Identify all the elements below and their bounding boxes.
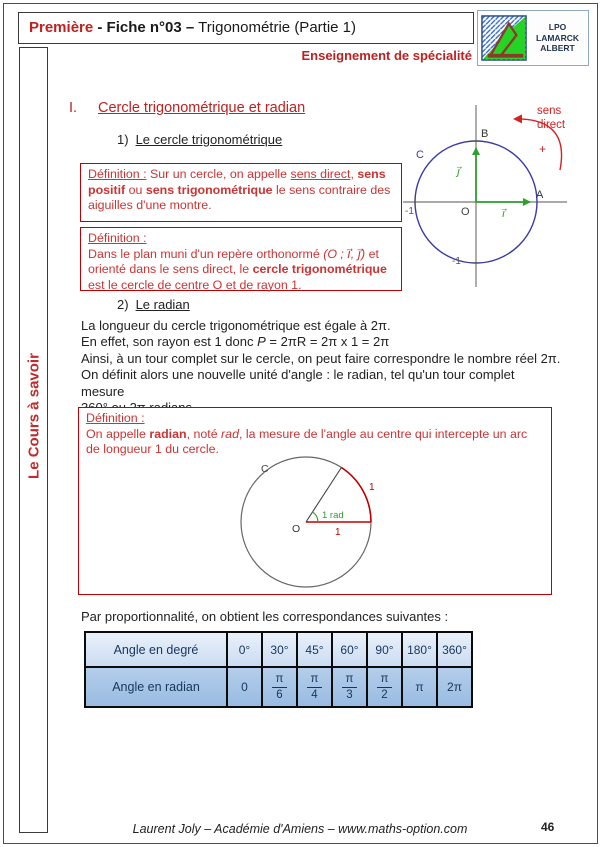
degree-cell: 180°: [402, 632, 437, 667]
angle-arc: [313, 512, 319, 522]
radian-circle-diagram: [231, 452, 389, 598]
degree-radian-table: [84, 631, 473, 708]
label-C: C: [416, 149, 424, 161]
radian-cell: π: [402, 667, 437, 707]
radian-cell: $\frac{\pi}{6}$: [262, 667, 297, 707]
table-caption: Par proportionnalité, on obtient les correspondances suivantes :: [81, 609, 449, 624]
school-logo-icon: [481, 15, 527, 61]
definition-3-label: Définition :: [86, 411, 145, 425]
radian-paragraph: [81, 318, 561, 416]
trig-circle-diagram: [395, 92, 600, 290]
label-1-rad: 1 rad: [322, 510, 344, 521]
subheading-1: [117, 132, 282, 147]
degree-cell: 360°: [437, 632, 472, 667]
definition-box-sens-direct: [80, 163, 402, 222]
header-level: Première: [29, 19, 94, 36]
degree-cell: 30°: [262, 632, 297, 667]
radian-cell: $\frac{\pi}{4}$: [297, 667, 332, 707]
para-line-2: En effet, son rayon est 1 donc P = 2πR = 2π x 1 = 2π: [81, 334, 390, 350]
header-title-box: [18, 12, 474, 44]
section-heading: [69, 100, 305, 116]
sidebar-course-box: [19, 47, 48, 833]
subheading-2: [117, 297, 190, 312]
label-radius-1: 1: [335, 527, 341, 538]
radian-cell: $\frac{\pi}{3}$: [332, 667, 367, 707]
section-title: Cercle trigonométrique et radian: [98, 100, 306, 116]
label-arc-1: 1: [369, 482, 375, 493]
subheading-1-number: 1): [117, 132, 129, 147]
radian-cell: 2π: [437, 667, 472, 707]
subheading-2-title: Le radian: [135, 297, 190, 312]
label-B: B: [481, 128, 489, 140]
label-plus: +: [539, 142, 547, 156]
label-minus1-left: -1: [405, 206, 414, 217]
para-line-4: On définit alors une nouvelle unité d'angle : le radian, tel qu'un tour complet mesure: [81, 367, 515, 399]
arc-length-1: [341, 468, 371, 523]
label-A: A: [536, 189, 544, 201]
radian-row-label: Angle en radian: [85, 667, 227, 707]
subheading-1-title: Le cercle trigonométrique: [135, 132, 283, 147]
label-O: O: [292, 523, 301, 535]
label-vector-j: j⃗: [457, 166, 461, 178]
degree-cell: 0°: [227, 632, 262, 667]
header-subject: Trigonométrie (Partie 1): [198, 19, 357, 36]
para-line-1: La longueur du cercle trigonométrique est égale à 2π.: [81, 318, 391, 333]
definition-2-text: Dans le plan muni d'un repère orthonormé (O ; i⃗, j⃗) et orienté dans le sens direct, le cercle trigonométrique est le cercle de centre O et de rayon 1.: [88, 246, 387, 292]
radian-row: [85, 667, 472, 707]
footer-credit: Laurent Joly – Académie d'Amiens – www.maths-option.com: [132, 822, 468, 836]
school-logo-line2: ALBERT: [540, 43, 575, 54]
degree-cell: 60°: [332, 632, 367, 667]
radian-cell: $\frac{\pi}{2}$: [367, 667, 402, 707]
definition-box-cercle-trigonometrique: [80, 227, 402, 291]
definition-3-text: On appelle radian, noté rad, la mesure de l'angle au centre qui intercepte un arc de longueur 1 du cercle.: [86, 426, 528, 457]
radian-cell: 0: [227, 667, 262, 707]
definition-box-radian: [78, 407, 552, 595]
speciality-label: Enseignement de spécialité: [301, 48, 472, 63]
degree-row-label: Angle en degré: [85, 632, 227, 667]
label-vector-i: i⃗: [502, 208, 506, 220]
para-line-3: Ainsi, à un tour complet sur le cercle, on peut faire correspondre le nombre réel 2π.: [81, 350, 561, 366]
subheading-2-number: 2): [117, 297, 129, 312]
section-numeral: I.: [69, 100, 78, 116]
degree-cell: 90°: [367, 632, 402, 667]
page-number: 46: [541, 820, 555, 834]
definition-1-text: Définition : Sur un cercle, on appelle sens direct, sens positif ou sens trigonométrique le sens contraire des aiguilles d'une montre.: [88, 167, 391, 213]
school-logo-text: [530, 22, 585, 54]
label-direct: direct: [537, 119, 566, 131]
header-fiche-number: - Fiche n°03 –: [97, 19, 195, 36]
label-sens: sens: [537, 105, 562, 117]
definition-2-label: Définition :: [88, 231, 147, 245]
label-O: O: [461, 206, 470, 218]
school-logo: [477, 10, 589, 66]
label-C: C: [261, 463, 269, 475]
degree-row: [85, 632, 472, 667]
degree-cell: 45°: [297, 632, 332, 667]
school-logo-line1: LPO LAMARCK: [536, 22, 579, 43]
sidebar-course-label: Le Cours à savoir: [25, 353, 42, 480]
label-minus1-bottom: -1: [452, 256, 461, 267]
definition-1-label: Définition :: [88, 167, 147, 181]
